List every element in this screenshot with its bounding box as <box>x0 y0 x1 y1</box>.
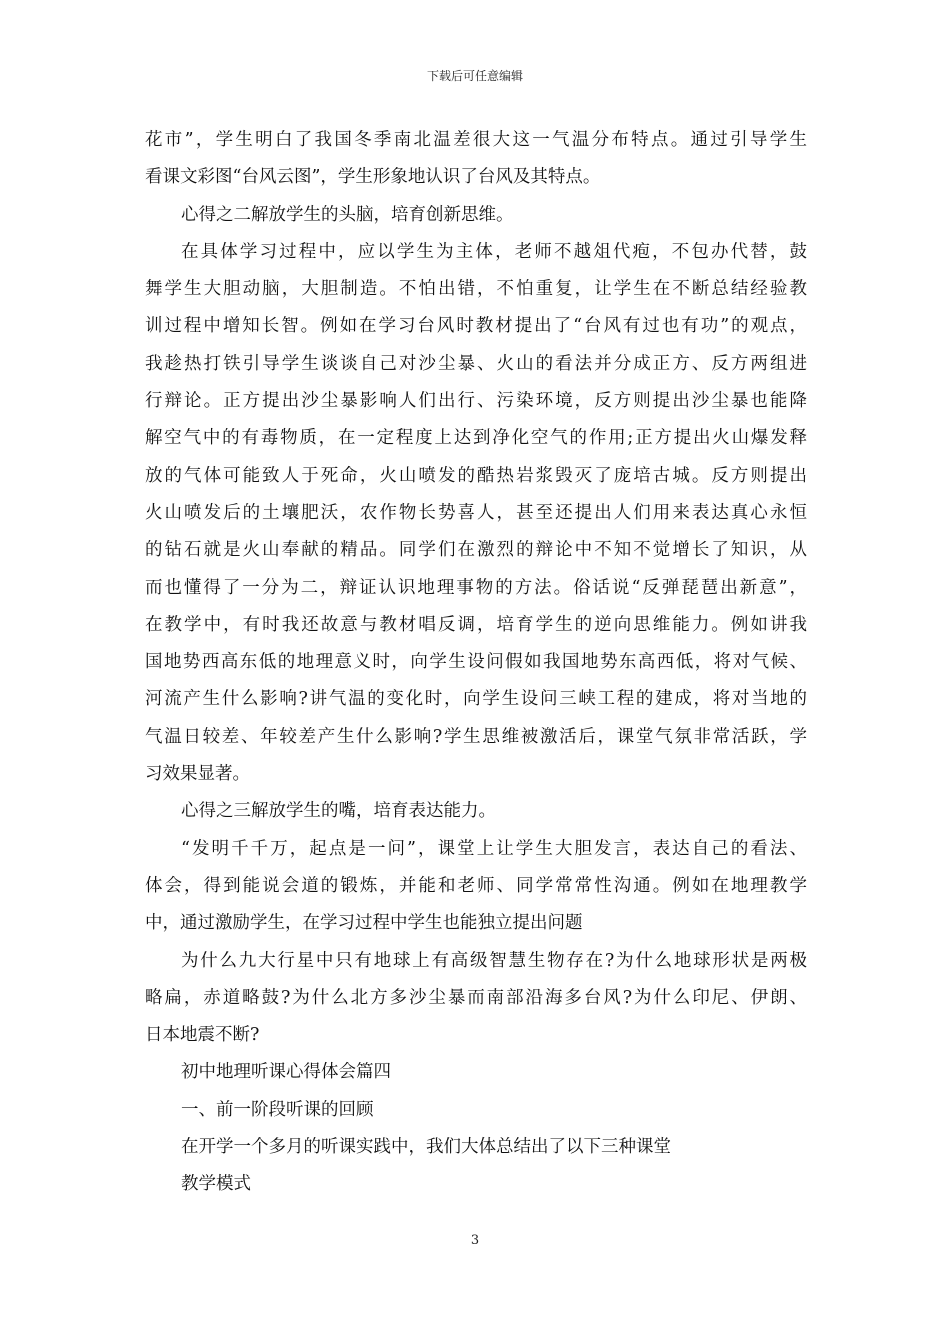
subsection-heading: 一、前一阶段听课的回顾 <box>181 1099 374 1120</box>
text-line: 日本地震不断? <box>145 1025 260 1046</box>
text-line: 的钻石就是火山奉献的精品。同学们在激烈的辩论中不知不觉增长了知识，从 <box>145 540 807 561</box>
text-line: 气温日较差、年较差产生什么影响?学生思维被激活后，课堂气氛非常活跃，学 <box>145 726 807 747</box>
text-line: 看课文彩图“台风云图”，学生形象地认识了台风及其特点。 <box>145 167 601 188</box>
text-line: 舞学生大胆动脑，大胆制造。不怕出错，不怕重复，让学生在不断总结经验教 <box>145 279 807 300</box>
text-line: 体会，得到能说会道的锻炼，并能和老师、同学常常性沟通。例如在地理教学 <box>145 875 807 896</box>
text-line: 在开学一个多月的听课实践中，我们大体总结出了以下三种课堂 <box>181 1137 671 1158</box>
text-line: “发明千千万，起点是一问”，课堂上让学生大胆发言，表达自己的看法、 <box>181 838 807 859</box>
text-line: 习效果显著。 <box>145 764 250 785</box>
section-title: 初中地理听课心得体会篇四 <box>181 1062 391 1083</box>
text-line: 在具体学习过程中，应以学生为主体，老师不越俎代疱，不包办代替，鼓 <box>181 241 807 262</box>
text-line: 解空气中的有毒物质，在一定程度上达到净化空气的作用;正方提出火山爆发释 <box>145 428 807 449</box>
text-line: 为什么九大行星中只有地球上有高级智慧生物存在?为什么地球形状是两极 <box>181 950 807 971</box>
document-body <box>145 122 807 1204</box>
page-header-note: 下载后可任意编辑 <box>426 69 523 83</box>
text-line: 教学模式 <box>181 1174 251 1195</box>
text-line: 我趁热打铁引导学生谈谈自己对沙尘暴、火山的看法并分成正方、反方两组进 <box>145 353 807 374</box>
text-line: 训过程中增知长智。例如在学习台风时教材提出了“台风有过也有功”的观点， <box>145 316 807 337</box>
text-line: 而也懂得了一分为二，辩证认识地理事物的方法。俗话说“反弹琵琶出新意”， <box>145 577 807 598</box>
text-line: 河流产生什么影响?讲气温的变化时，向学生设问三峡工程的建成，将对当地的 <box>145 689 807 710</box>
text-line: 花市”，学生明白了我国冬季南北温差很大这一气温分布特点。通过引导学生 <box>145 130 807 150</box>
text-line: 国地势西高东低的地理意义时，向学生设问假如我国地势东高西低，将对气候、 <box>145 652 807 673</box>
text-line: 略扁，赤道略鼓?为什么北方多沙尘暴而南部沿海多台风?为什么印尼、伊朗、 <box>145 987 807 1008</box>
text-line: 放的气体可能致人于死命，火山喷发的酷热岩浆毁灭了庞培古城。反方则提出 <box>145 465 807 486</box>
text-line: 行辩论。正方提出沙尘暴影响人们出行、污染环境，反方则提出沙尘暴也能降 <box>145 391 807 412</box>
section-heading: 心得之三解放学生的嘴，培育表达能力。 <box>181 801 496 822</box>
section-heading: 心得之二解放学生的头脑，培育创新思维。 <box>181 204 514 225</box>
page-number: 3 <box>470 1233 480 1248</box>
text-line: 火山喷发后的土壤肥沃，农作物长势喜人，甚至还提出人们用来表达真心永恒 <box>145 502 807 523</box>
text-line: 中，通过激励学生，在学习过程中学生也能独立提出问题 <box>145 913 583 934</box>
text-line: 在教学中，有时我还故意与教材唱反调，培育学生的逆向思维能力。例如讲我 <box>145 614 807 635</box>
